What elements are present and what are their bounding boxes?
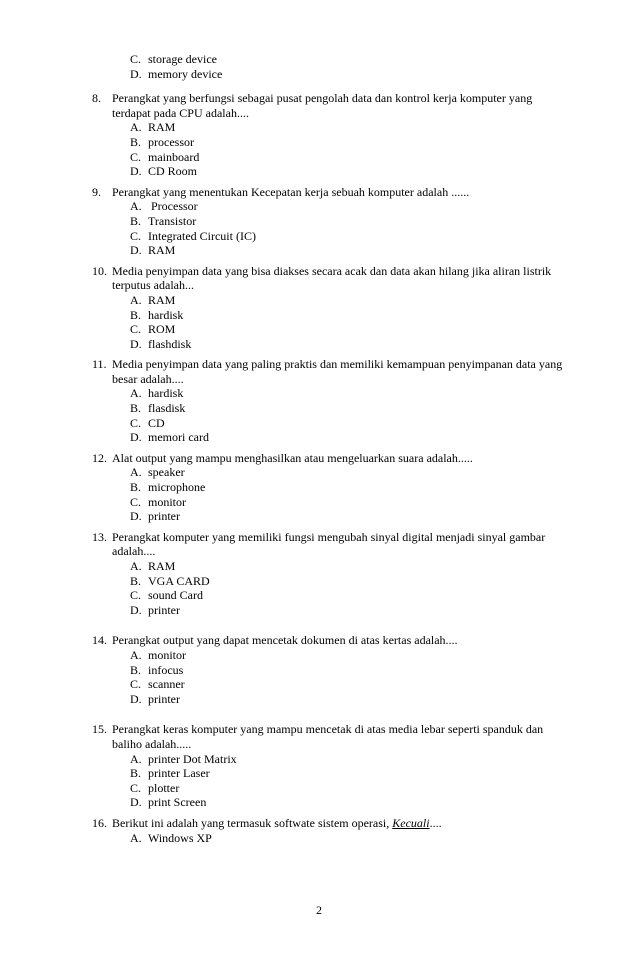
question-text: Perangkat yang menentukan Kecepatan kerja sebuah komputer adalah ...... bbox=[112, 184, 470, 199]
option-text: monitor bbox=[148, 494, 186, 509]
option-text: processor bbox=[148, 134, 194, 149]
option-item bbox=[92, 559, 572, 574]
option-letter: B. bbox=[130, 480, 142, 495]
option-text: mainboard bbox=[148, 149, 200, 164]
option-item bbox=[92, 663, 572, 678]
option-letter: B. bbox=[130, 662, 142, 677]
option-item bbox=[92, 677, 572, 692]
page-number: 2 bbox=[316, 903, 322, 917]
option-item bbox=[92, 135, 572, 150]
option-text: Integrated Circuit (IC) bbox=[148, 228, 256, 243]
question-12 bbox=[92, 451, 572, 524]
option-text: RAM bbox=[148, 243, 176, 258]
option-item bbox=[92, 214, 572, 229]
option-letter: D. bbox=[130, 243, 142, 258]
option-item bbox=[92, 465, 572, 480]
option-item bbox=[92, 67, 572, 82]
option-text: printer bbox=[148, 509, 180, 524]
option-text: printer bbox=[148, 691, 180, 706]
option-letter: A. bbox=[130, 199, 142, 214]
option-item bbox=[92, 164, 572, 179]
option-item bbox=[92, 509, 572, 524]
question-15 bbox=[92, 722, 572, 810]
option-letter: A. bbox=[130, 559, 142, 573]
option-text: infocus bbox=[148, 662, 184, 677]
question-7-continuation bbox=[92, 52, 572, 81]
question-number: 10. bbox=[92, 263, 107, 278]
option-text: hardisk bbox=[148, 307, 184, 322]
emphasized-word: Kecuali bbox=[392, 815, 430, 830]
option-text: print Screen bbox=[148, 795, 207, 810]
option-item bbox=[92, 574, 572, 589]
option-text: monitor bbox=[148, 647, 186, 662]
option-letter: D. bbox=[130, 509, 142, 524]
option-text: scanner bbox=[148, 677, 185, 692]
option-letter: D. bbox=[130, 602, 142, 617]
option-letter: B. bbox=[130, 573, 142, 588]
question-text-tail: .... bbox=[429, 815, 442, 830]
question-9 bbox=[92, 185, 572, 258]
option-text: printer bbox=[148, 602, 180, 617]
question-text: Perangkat komputer yang memiliki fungsi mengubah sinyal digital menjadi sinyal gambar adalah.... bbox=[112, 529, 546, 559]
question-13 bbox=[92, 530, 572, 618]
option-text: printer Laser bbox=[148, 766, 210, 781]
option-text: flashdisk bbox=[148, 336, 192, 351]
option-item bbox=[92, 293, 572, 308]
option-item bbox=[92, 495, 572, 510]
option-letter: B. bbox=[130, 401, 142, 416]
question-number: 9. bbox=[92, 184, 101, 199]
option-item bbox=[92, 766, 572, 781]
option-item bbox=[92, 322, 572, 337]
question-text: Perangkat yang berfungsi sebagai pusat pengolah data dan kontrol kerja komputer yang terdapat pada CPU adalah.... bbox=[112, 91, 533, 120]
option-text: VGA CARD bbox=[148, 573, 210, 588]
option-item bbox=[92, 150, 572, 165]
option-item bbox=[92, 243, 572, 258]
question-10 bbox=[92, 264, 572, 352]
option-item bbox=[92, 603, 572, 618]
question-number: 13. bbox=[92, 529, 107, 544]
option-letter: B. bbox=[130, 307, 142, 322]
option-letter: C. bbox=[130, 494, 142, 509]
question-number: 12. bbox=[92, 450, 107, 465]
question-text: Perangkat keras komputer yang mampu mencetak di atas media lebar seperti spanduk dan baliho adalah..... bbox=[112, 722, 544, 751]
option-letter: D. bbox=[130, 691, 142, 706]
question-number: 15. bbox=[92, 722, 107, 737]
option-item bbox=[92, 648, 572, 663]
option-letter: C. bbox=[130, 149, 142, 164]
option-letter: B. bbox=[130, 134, 142, 149]
option-item bbox=[92, 588, 572, 603]
option-text: hardisk bbox=[148, 386, 184, 401]
option-letter: C. bbox=[130, 228, 142, 243]
option-text: memory device bbox=[148, 66, 223, 81]
option-letter: B. bbox=[130, 213, 142, 228]
option-item bbox=[92, 416, 572, 431]
option-letter: A. bbox=[130, 647, 142, 662]
option-item bbox=[92, 781, 572, 796]
option-text: ROM bbox=[148, 322, 176, 337]
option-letter: C. bbox=[130, 415, 142, 430]
option-item bbox=[92, 795, 572, 810]
option-item bbox=[92, 120, 572, 135]
option-text: flasdisk bbox=[148, 401, 186, 416]
question-number: 11. bbox=[92, 357, 107, 372]
option-item bbox=[92, 480, 572, 495]
question-11 bbox=[92, 357, 572, 445]
option-item bbox=[92, 199, 572, 214]
question-list bbox=[92, 52, 572, 851]
option-letter: C. bbox=[130, 588, 142, 603]
option-item bbox=[92, 692, 572, 707]
option-item bbox=[92, 337, 572, 352]
option-letter: D. bbox=[130, 795, 142, 810]
option-letter: A. bbox=[130, 292, 142, 307]
option-item bbox=[92, 52, 572, 67]
option-item bbox=[92, 401, 572, 416]
option-item bbox=[92, 229, 572, 244]
option-letter: A. bbox=[130, 386, 142, 401]
question-14 bbox=[92, 633, 572, 706]
question-text: Berikut ini adalah yang termasuk softwate sistem operasi, bbox=[112, 815, 393, 830]
question-16 bbox=[92, 816, 572, 845]
option-letter: D. bbox=[130, 430, 142, 445]
option-text: Windows XP bbox=[148, 830, 212, 845]
option-letter: D. bbox=[130, 66, 142, 81]
option-letter: A. bbox=[130, 830, 142, 845]
option-text: CD bbox=[148, 415, 165, 430]
question-number: 16. bbox=[92, 815, 107, 830]
option-item bbox=[92, 831, 572, 846]
option-text: plotter bbox=[148, 780, 180, 795]
option-letter: C. bbox=[130, 677, 142, 692]
option-item bbox=[92, 308, 572, 323]
question-text-container bbox=[112, 816, 572, 831]
option-text: storage device bbox=[148, 52, 217, 66]
option-letter: D. bbox=[130, 164, 142, 179]
option-letter: B. bbox=[130, 766, 142, 781]
option-text: microphone bbox=[148, 480, 206, 495]
option-letter: C. bbox=[130, 52, 142, 66]
question-text: Perangkat output yang dapat mencetak dokumen di atas kertas adalah.... bbox=[112, 633, 458, 648]
option-letter: A. bbox=[130, 751, 142, 766]
question-number: 8. bbox=[92, 91, 101, 106]
option-text: RAM bbox=[148, 120, 176, 135]
option-item bbox=[92, 752, 572, 767]
option-item bbox=[92, 386, 572, 401]
question-8 bbox=[92, 91, 572, 179]
option-text: Transistor bbox=[148, 213, 197, 228]
option-text: memori card bbox=[148, 430, 209, 445]
option-text: sound Card bbox=[148, 588, 203, 603]
question-text: Alat output yang mampu menghasilkan atau mengeluarkan suara adalah..... bbox=[112, 450, 473, 465]
option-letter: D. bbox=[130, 336, 142, 351]
question-text: Media penyimpan data yang paling praktis dan memiliki kemampuan penyimpanan data yang besar adalah.... bbox=[112, 357, 563, 386]
option-text: RAM bbox=[148, 559, 176, 573]
question-number: 14. bbox=[92, 633, 107, 648]
option-letter: C. bbox=[130, 780, 142, 795]
option-letter: C. bbox=[130, 322, 142, 337]
option-text: RAM bbox=[148, 292, 176, 307]
option-item bbox=[92, 430, 572, 445]
option-text: speaker bbox=[148, 465, 185, 480]
option-text: printer Dot Matrix bbox=[148, 751, 237, 766]
question-text: Media penyimpan data yang bisa diakses secara acak dan data akan hilang jika aliran listrik terputus adalah... bbox=[112, 263, 552, 293]
option-text: Processor bbox=[148, 199, 198, 214]
option-letter: A. bbox=[130, 120, 142, 135]
option-text: CD Room bbox=[148, 164, 198, 179]
option-letter: A. bbox=[130, 465, 142, 480]
